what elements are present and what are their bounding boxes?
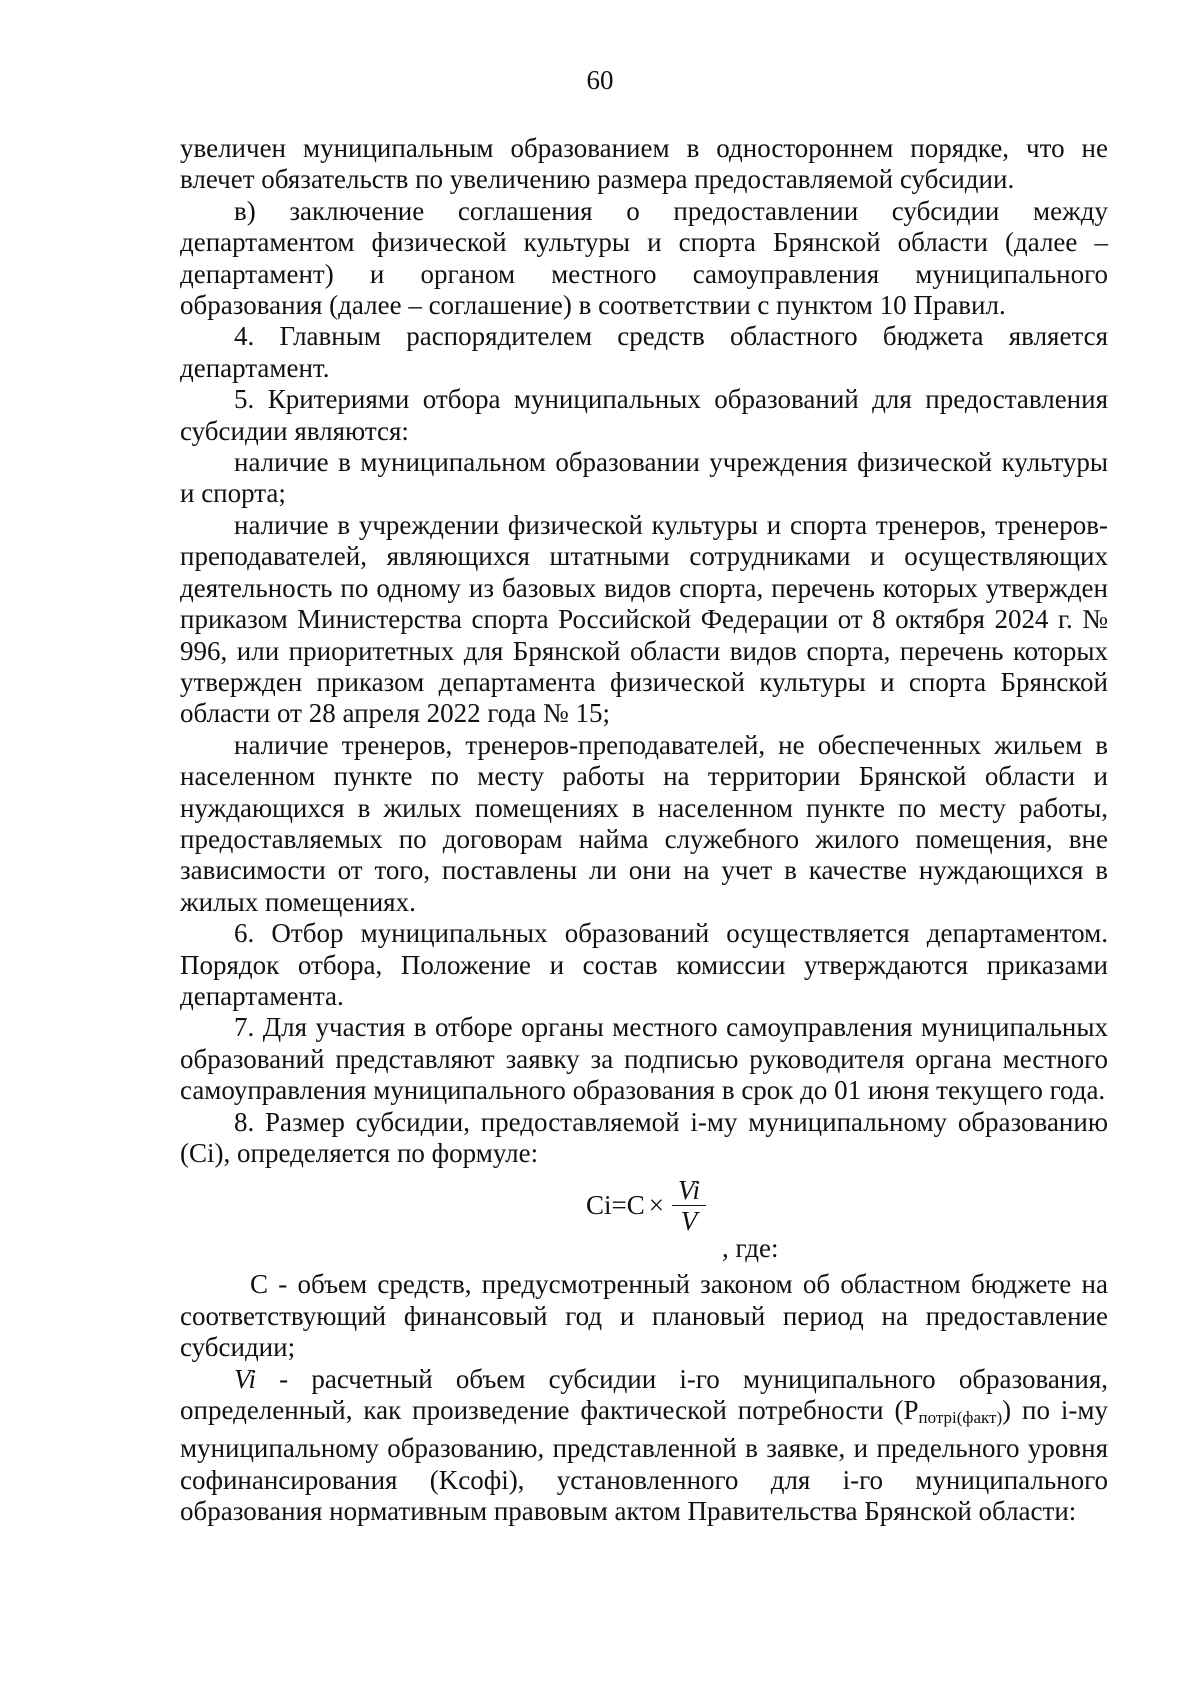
formula-fraction (672, 1175, 706, 1236)
paragraph (180, 1364, 1108, 1528)
formula-block (180, 1169, 1108, 1269)
paragraph: 6. Отбор муниципальных образований осуществляется департаментом. Порядок отбора, Положение и состав комиссии утверждаются приказами департамента. (180, 918, 1108, 1011)
paragraph: увеличен муниципальным образованием в одностороннем порядке, что не влечет обязательств по увеличению размера предоставляемой субсидии. (180, 133, 1108, 195)
paragraph-text: - расчетный объем субсидии i-го муниципального образования, определенный, как произведение фактической потребности (P (180, 1363, 1108, 1426)
formula-where: , где: (722, 1233, 779, 1264)
paragraph: 4. Главным распорядителем средств областного бюджета является департамент. (180, 321, 1108, 383)
paragraph: в) заключение соглашения о предоставлении субсидии между департаментом физической культуры и спорта Брянской области (далее – департамент) и органом местного самоуправления муниципального образования (далее – соглашение) в соответствии с пунктом 10 Правил. (180, 195, 1108, 321)
formula-numerator: Vi (677, 1175, 700, 1206)
paragraph: наличие в муниципальном образовании учреждения физической культуры и спорта; (180, 447, 1108, 509)
formula-lhs: Ci=C (586, 1190, 645, 1221)
paragraph: наличие тренеров, тренеров-преподавателей, не обеспеченных жильем в населенном пункте по месту работы на территории Брянской области и нуждающихся в жилых помещениях в населенном пункте по месту работы, предоставляемых по договорам найма служебного жилого помещения, вне зависимости от того, поставлены ли они на учет в качестве нуждающихся в жилых помещениях. (180, 729, 1108, 917)
paragraph-text: ) по i-му муниципальному образованию, представленной в заявке, и предельного уровня софинансирования (Kсофi), установленного для i-го муниципального образования нормативным правовым актом Правительства Брянской области: (180, 1395, 1108, 1527)
formula-times: × (648, 1190, 664, 1221)
paragraph: 8. Размер субсидии, предоставляемой i-му муниципальному образованию (Ci), определяется по формуле: (180, 1106, 1108, 1168)
paragraph: С - объем средств, предусмотренный законом об областном бюджете на соответствующий финансовый год и плановый период на предоставление субсидии; (180, 1269, 1108, 1363)
subsidy-formula (586, 1175, 706, 1236)
paragraph: 7. Для участия в отборе органы местного самоуправления муниципальных образований представляют заявку за подписью руководителя органа местного самоуправления муниципального образования в срок до 01 июня текущего года. (180, 1012, 1108, 1106)
variable-vi: Vi (234, 1363, 256, 1394)
document-body (180, 133, 1108, 1528)
formula-denominator: V (680, 1206, 698, 1237)
page-number: 60 (586, 65, 614, 95)
paragraph: наличие в учреждении физической культуры и спорта тренеров, тренеров-преподавателей, являющихся штатными сотрудниками и осуществляющих деятельность по одному из базовых видов спорта, перечень которых утвержден приказом Министерства спорта Российской Федерации от 8 октября 2024 г. № 996, или приоритетных для Брянской области видов спорта, перечень которых утвержден приказом департамента физической культуры и спорта Брянской области от 28 апреля 2022 года № 15; (180, 509, 1108, 729)
subscript-text: потрi(факт) (918, 1408, 1003, 1428)
paragraph: 5. Критериями отбора муниципальных образований для предоставления субсидии являются: (180, 384, 1108, 446)
